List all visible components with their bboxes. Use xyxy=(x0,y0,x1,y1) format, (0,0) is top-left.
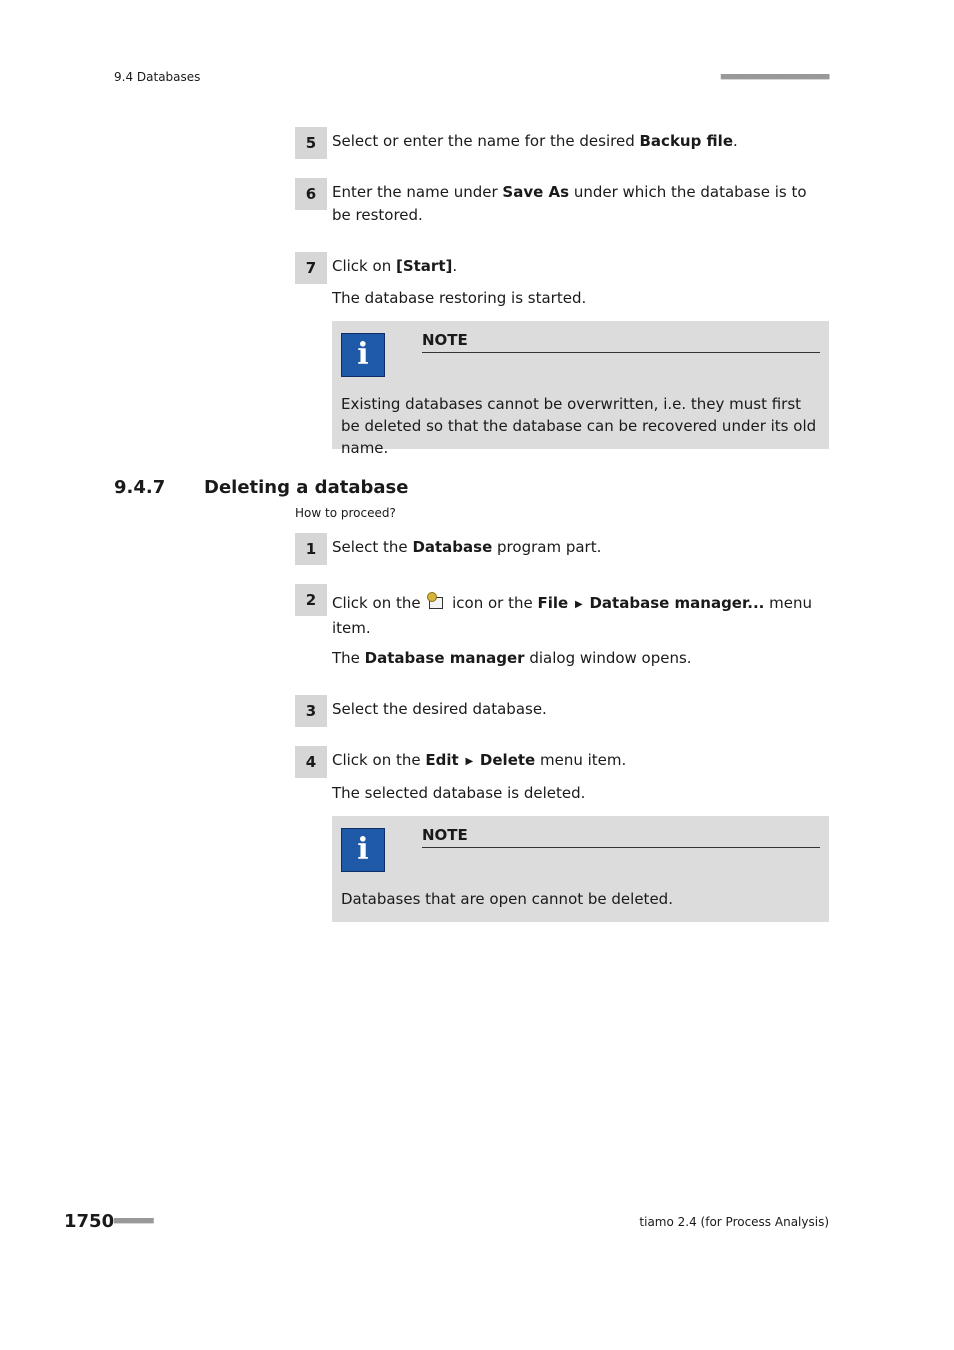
step-number: 7 xyxy=(295,252,327,284)
note-title: NOTE xyxy=(422,826,820,848)
step-text: Select the desired database. xyxy=(332,700,547,718)
step-text: Select or enter the name for the desired Backup file. xyxy=(332,132,738,150)
note-body: Existing databases cannot be overwritten, i.e. they must first be deleted so that the database can be recovered under its old name. xyxy=(341,395,817,457)
step-text: Click on the icon or the File ▶ Database manager... menu item. xyxy=(332,594,812,637)
step-number: 1 xyxy=(295,533,327,565)
step-result: The database restoring is started. xyxy=(332,289,587,307)
menu-arrow-icon: ▶ xyxy=(465,756,474,767)
step-number: 5 xyxy=(295,127,327,159)
section-number: 9.4.7 xyxy=(114,477,166,498)
info-icon: i xyxy=(341,333,385,377)
note-box xyxy=(332,321,829,457)
step-result: The selected database is deleted. xyxy=(332,784,586,802)
step-text: Click on the Edit ▶ Delete menu item. xyxy=(332,751,627,769)
section-intro: How to proceed? xyxy=(295,506,396,520)
database-manager-icon xyxy=(427,592,445,610)
note-title: NOTE xyxy=(422,331,820,353)
step-text: Enter the name under Save As under which the database is to be restored. xyxy=(332,183,807,224)
step-number: 4 xyxy=(295,746,327,778)
note-box xyxy=(332,816,829,922)
menu-arrow-icon: ▶ xyxy=(574,599,583,610)
page-number: 1750 xyxy=(64,1211,115,1232)
product-name: tiamo 2.4 (for Process Analysis) xyxy=(639,1215,829,1229)
step-number: 2 xyxy=(295,584,327,616)
running-header-dots: ■■■■■■■■■■■■■■■■■■■■■■ xyxy=(720,72,829,82)
step-number: 3 xyxy=(295,695,327,727)
step-text: Click on [Start]. xyxy=(332,257,458,275)
note-body: Databases that are open cannot be deleted. xyxy=(341,890,673,908)
step-text: Select the Database program part. xyxy=(332,538,602,556)
step-number: 6 xyxy=(295,178,327,210)
step-result: The Database manager dialog window opens. xyxy=(332,649,692,667)
section-title: Deleting a database xyxy=(204,477,409,498)
info-icon: i xyxy=(341,828,385,872)
running-header-section: 9.4 Databases xyxy=(114,70,201,84)
footer-dots: ■■■■■■■■ xyxy=(114,1216,154,1226)
